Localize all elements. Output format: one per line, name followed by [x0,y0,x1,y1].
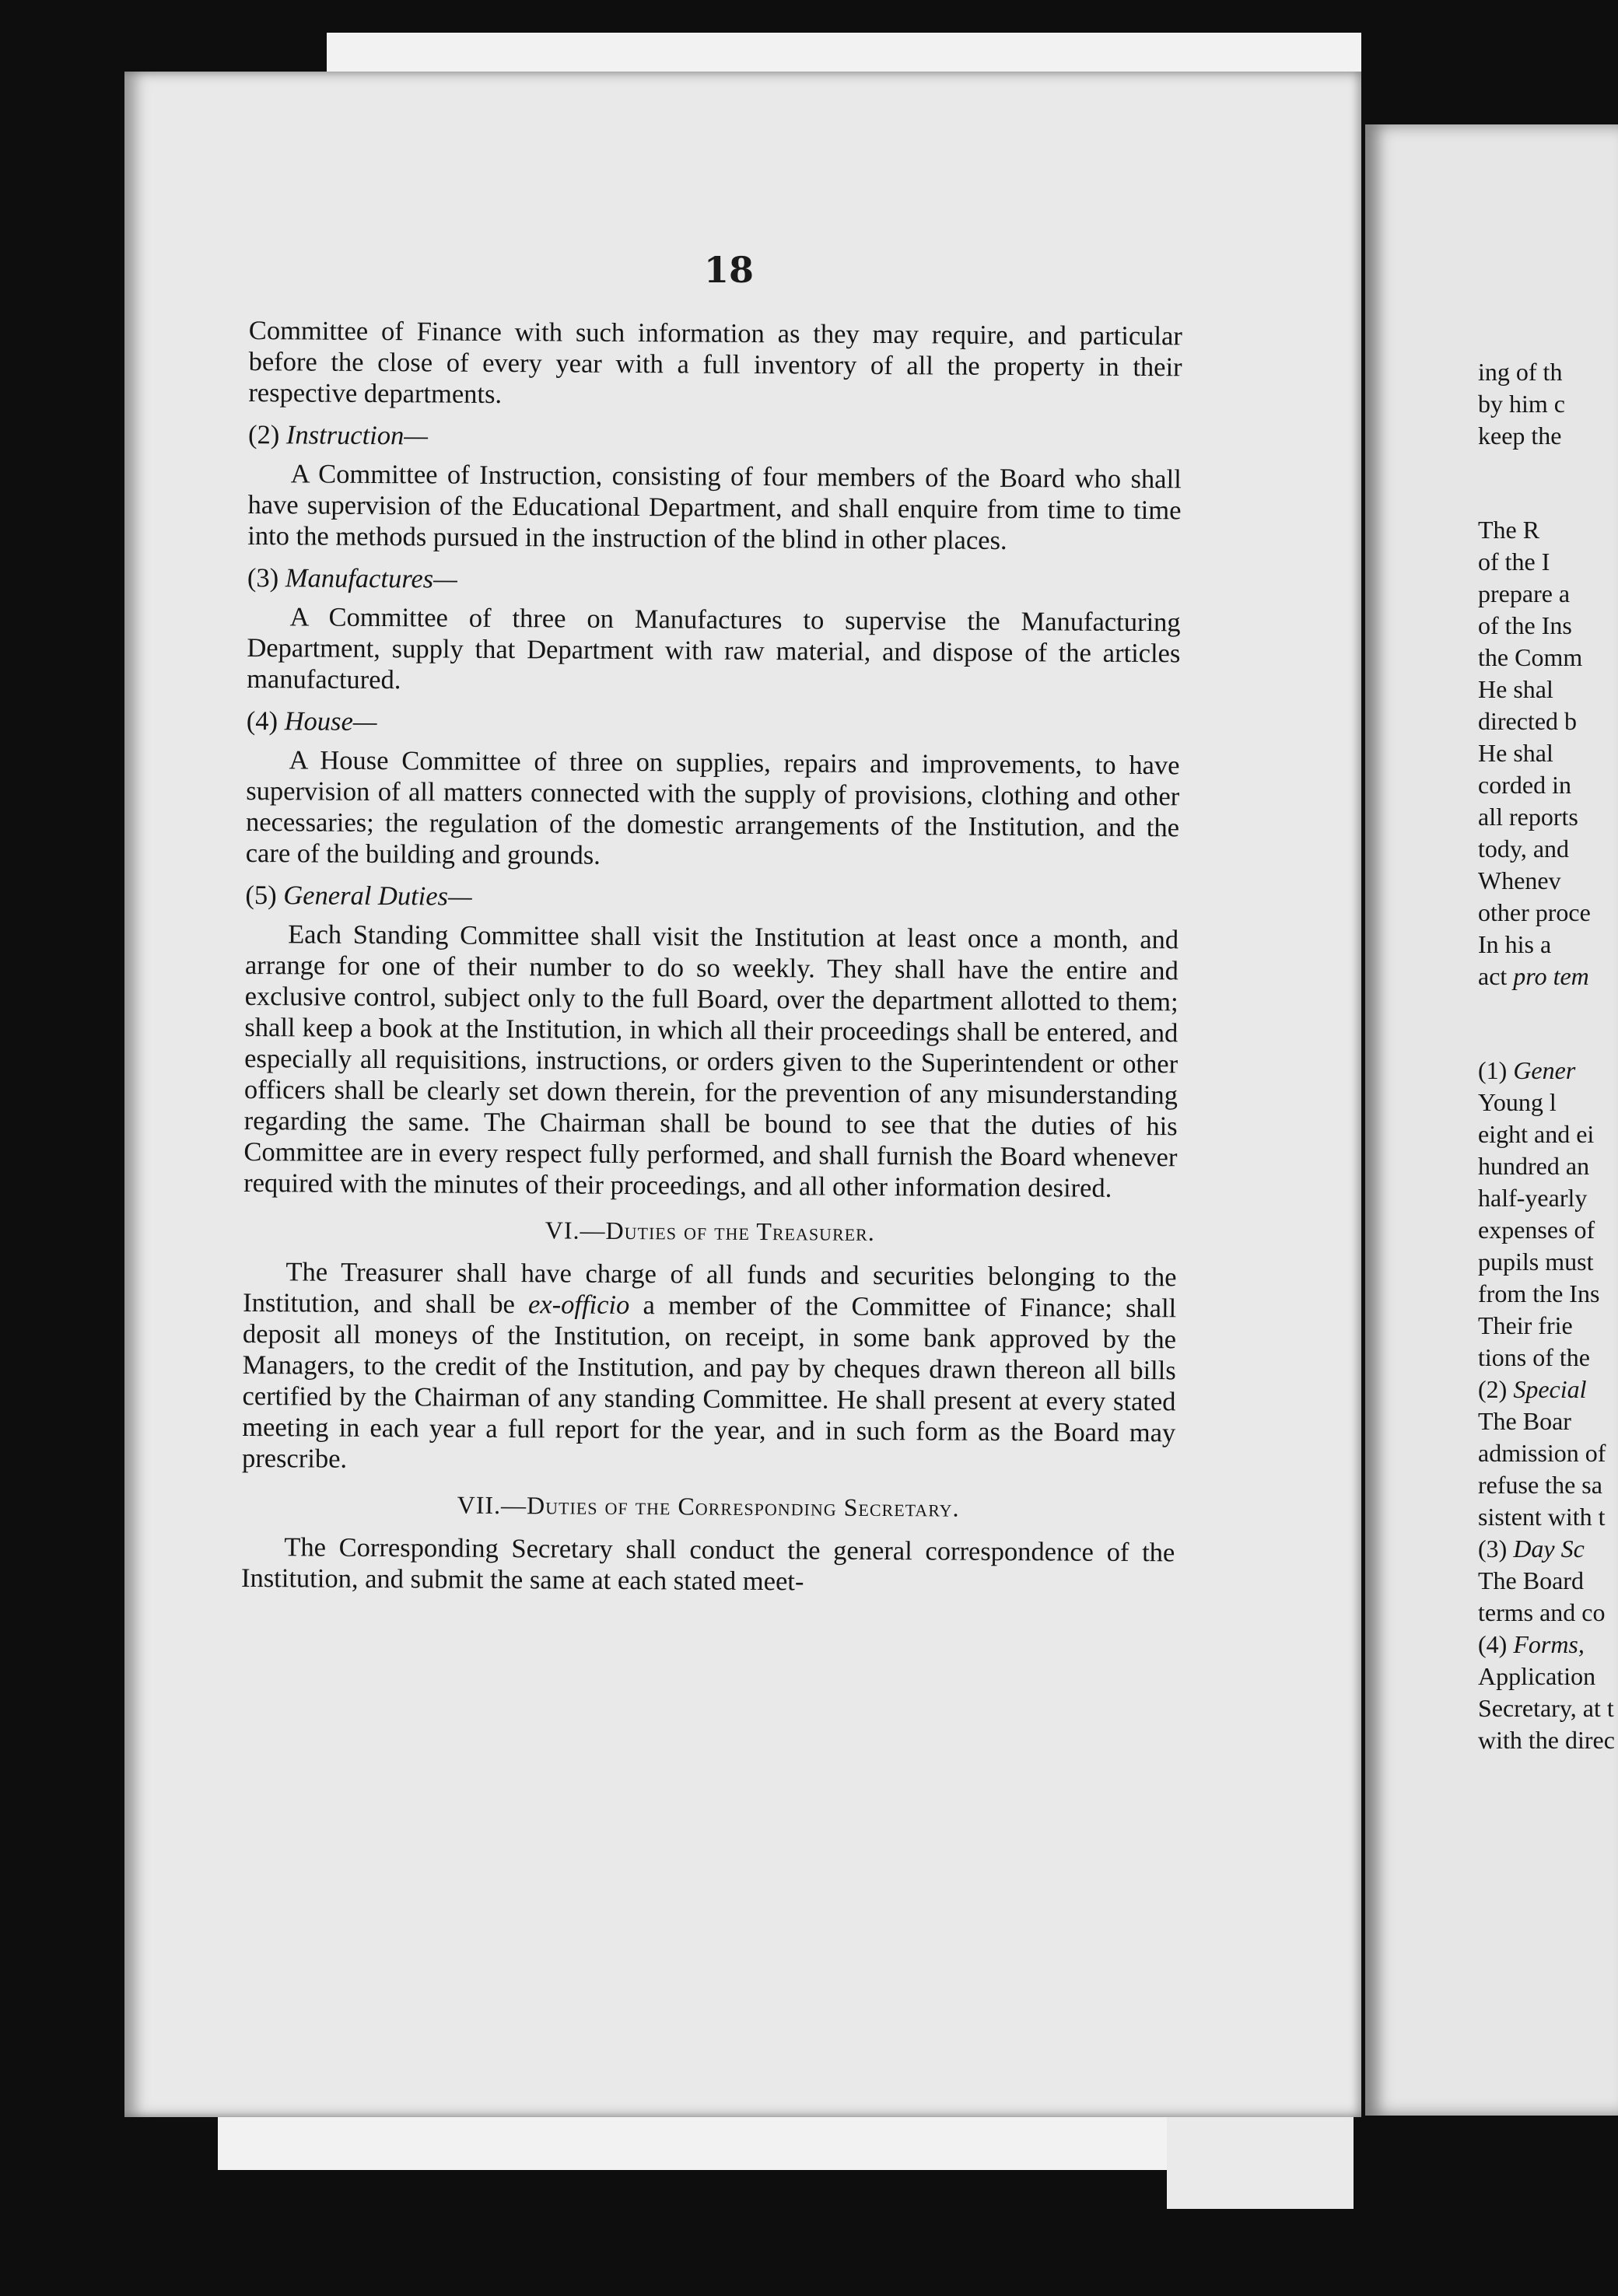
text-line: He shal [1478,675,1553,703]
subsection-heading: (1) Gener [1478,1056,1576,1084]
text-line: terms and co [1478,1598,1606,1626]
text-line: Secretary, at t [1478,1694,1614,1722]
text-line: refuse the sa [1478,1471,1602,1499]
text-line: ing of th [1478,358,1563,386]
text-line: act pro tem [1478,962,1589,990]
text-line: In his a [1478,930,1552,958]
text-line: hundred an [1478,1152,1590,1180]
text-line: The R [1478,516,1540,544]
body-text [241,315,1182,1599]
text-line: admission of [1478,1439,1606,1467]
paragraph: A House Committee of three on supplies, repairs and improvements, to have supervision of all matters connected with the supply of provisions, clothing and other necessaries; the regulation of the domestic arrangements of the Institution, and the care of the building and grounds. [245,745,1180,870]
text-line: He shal [1478,739,1553,767]
page-number: 18 [704,249,755,291]
paragraph: A Committee of three on Manufactures to supervise the Manufacturing Department, supply that Department with raw material, and dispose of the articles manufactured. [247,602,1181,695]
paragraph: Committee of Finance with such information as they may require, and particular before the close of every year with a full inventory of all the property in their respective departments. [248,315,1182,409]
subsection-heading: (3) Day Sc [1478,1535,1585,1563]
text-line: Young l [1478,1088,1557,1116]
subsection-heading: (3) Manufactures— [247,562,457,594]
text-line: Application [1478,1662,1596,1690]
text-line: pupils must [1478,1248,1594,1276]
text-line: corded in [1478,771,1571,799]
text-line: half-yearly [1478,1184,1588,1212]
right-page-text [1478,356,1615,1756]
text-line: keep the [1478,422,1562,450]
text-line: from the Ins [1478,1279,1600,1307]
subsection-heading: (5) General Duties— [245,880,472,912]
section-heading: VII.—Duties of the Corresponding Secretary. [457,1490,960,1522]
paragraph: The Corresponding Secretary shall conduct the general correspondence of the Institution, and submit the same at each stated meet- [240,1532,1175,1597]
subsection-heading: (2) Instruction— [247,419,429,451]
text-line: The Board [1478,1566,1584,1594]
paragraph: Each Standing Committee shall visit the Institution at least once a month, and arrange for one of their number to do so weekly. They shall have the entire and exclusive control, subject only to the full Board, over the department allotted to them; shall keep a book at the Institution, in which all their proceedings shall be entered, and especially all requisitions, instructions, or orders given to the Superintendent or other officers shall be clearly set down therein, for the prevention of any misunderstanding regarding the same. The Chairman shall be bound to see that the duties of his Committee are in every respect fully performed, and shall furnish the Board whenever required with the minutes of their proceedings, and all other information desired. [243,919,1179,1203]
text-line: by him c [1478,390,1565,418]
paragraph: A Committee of Instruction, consisting of four members of the Board who shall have supervision of the Educational Department, and shall enquire from time to time into the methods pursued in the instruction of the blind in other places. [247,459,1182,555]
text-line: The Boar [1478,1407,1571,1435]
section-heading: VI.—Duties of the Treasurer. [545,1216,875,1246]
text-line: expenses of [1478,1216,1595,1244]
subsection-heading: (2) Special [1478,1375,1587,1403]
subsection-heading: (4) Forms, [1478,1630,1585,1658]
text-line: of the Ins [1478,611,1572,639]
text-line: prepare a [1478,579,1571,607]
text-line: of the I [1478,548,1550,576]
text-line: with the direc [1478,1726,1615,1754]
text-line: other proce [1478,898,1591,926]
text-line: Whenev [1478,866,1561,894]
text-line: all reports [1478,803,1578,831]
spacer [1478,992,1615,1055]
text-line: tody, and [1478,835,1570,863]
text-line: the Comm [1478,643,1583,671]
text-line: directed b [1478,707,1578,735]
text-line: tions of the [1478,1343,1590,1371]
paragraph: The Treasurer shall have charge of all funds and securities belonging to the Institution, and shall be ex-officio a member of the Committee of Finance; shall deposit all moneys of the Institution, on receipt, in some bank approved by the Managers, to the credit of the Institution, and pay by cheques drawn thereon all bills certified by the Chairman of any standing Committee. He shall present at every stated meeting in each year a full report for the year, and in such form as the Board may prescribe. [241,1257,1177,1474]
subsection-heading: (4) House— [246,705,377,737]
text-line: sistent with t [1478,1503,1606,1531]
text-line: Their frie [1478,1311,1573,1339]
text-line: eight and ei [1478,1120,1595,1148]
spacer [1478,452,1615,514]
